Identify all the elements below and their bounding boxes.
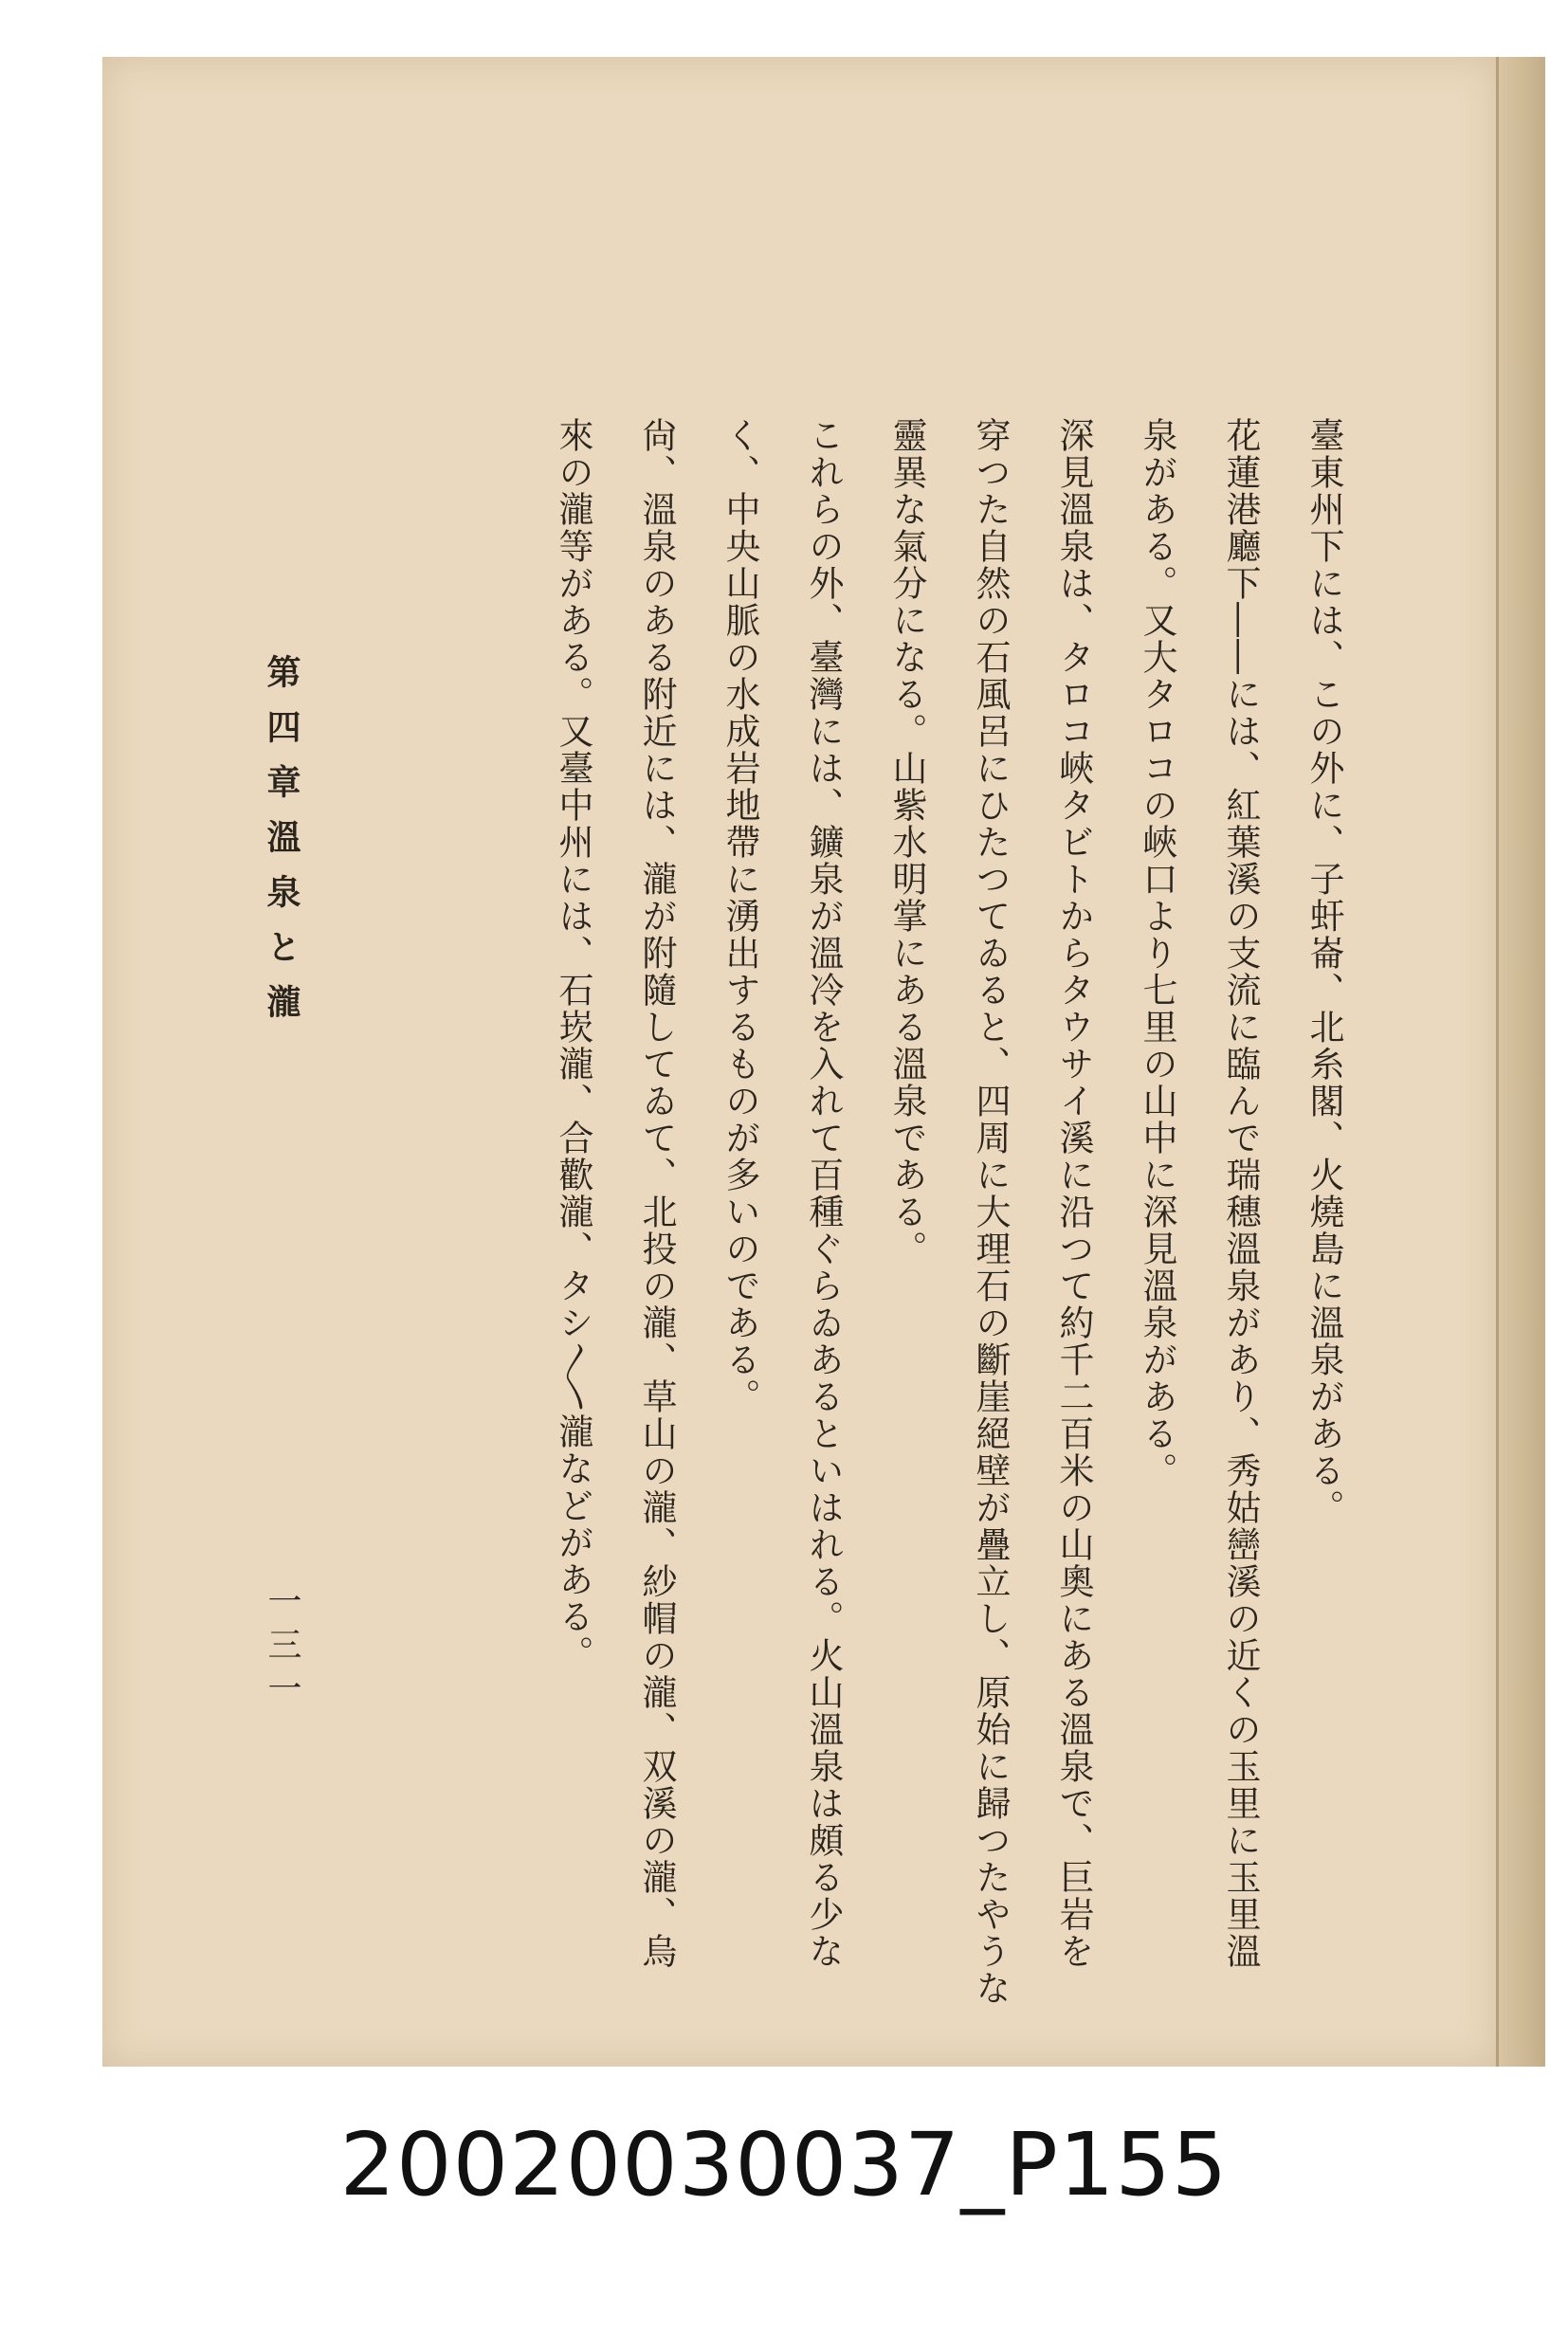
page-gutter (1496, 57, 1499, 2067)
text-line: 花蓮港廳下――には、紅葉溪の支流に臨んで瑞穗溫泉があり、秀姑巒溪の近くの玉里に玉里溫 (1220, 417, 1261, 1970)
text-line: 穿つた自然の石風呂にひたつてゐると、四周に大理石の斷崖絕壁が疊立し、原始に歸つたやうな (970, 417, 1011, 2007)
text-line: 尙、溫泉のある附近には、瀧が附隨してゐて、北投の瀧、草山の瀧、紗帽の瀧、双溪の瀧、烏 (636, 417, 677, 1970)
facing-page-edge (1496, 57, 1545, 2067)
text-line: 泉がある。又大タロコの峽口より七里の山中に深見溫泉がある。 (1137, 417, 1177, 1489)
text-line: 臺東州下には、この外に、子虷崙、北糸閣、火燒島に溫泉がある。 (1304, 417, 1344, 1526)
text-line: 來の瀧等がある。又臺中州には、石崁瀧、合歡瀧、タシ〳〵瀧などがある。 (553, 417, 593, 1672)
text-line: く、中央山脈の水成岩地帶に湧出するものが多いのである。 (720, 417, 760, 1415)
text-line: 靈異な氣分になる。山紫水明掌にある溫泉である。 (886, 417, 927, 1267)
text-line: これらの外、臺灣には、鑛泉が溫冷を入れて百種ぐらゐあるといはれる。火山溫泉は頗る少な (803, 417, 844, 1970)
running-head: 第四章溫泉と瀧 (262, 654, 301, 1039)
body-text (531, 417, 1365, 2029)
image-caption: 20020030037_P155 (339, 2114, 1229, 2215)
text-line: 深見溫泉は、タロコ峽タビトからタウサイ溪に沿つて約千二百米の山奧にある溫泉で、巨岩を (1053, 417, 1094, 1970)
page-number: 一三一 (263, 1583, 301, 1714)
